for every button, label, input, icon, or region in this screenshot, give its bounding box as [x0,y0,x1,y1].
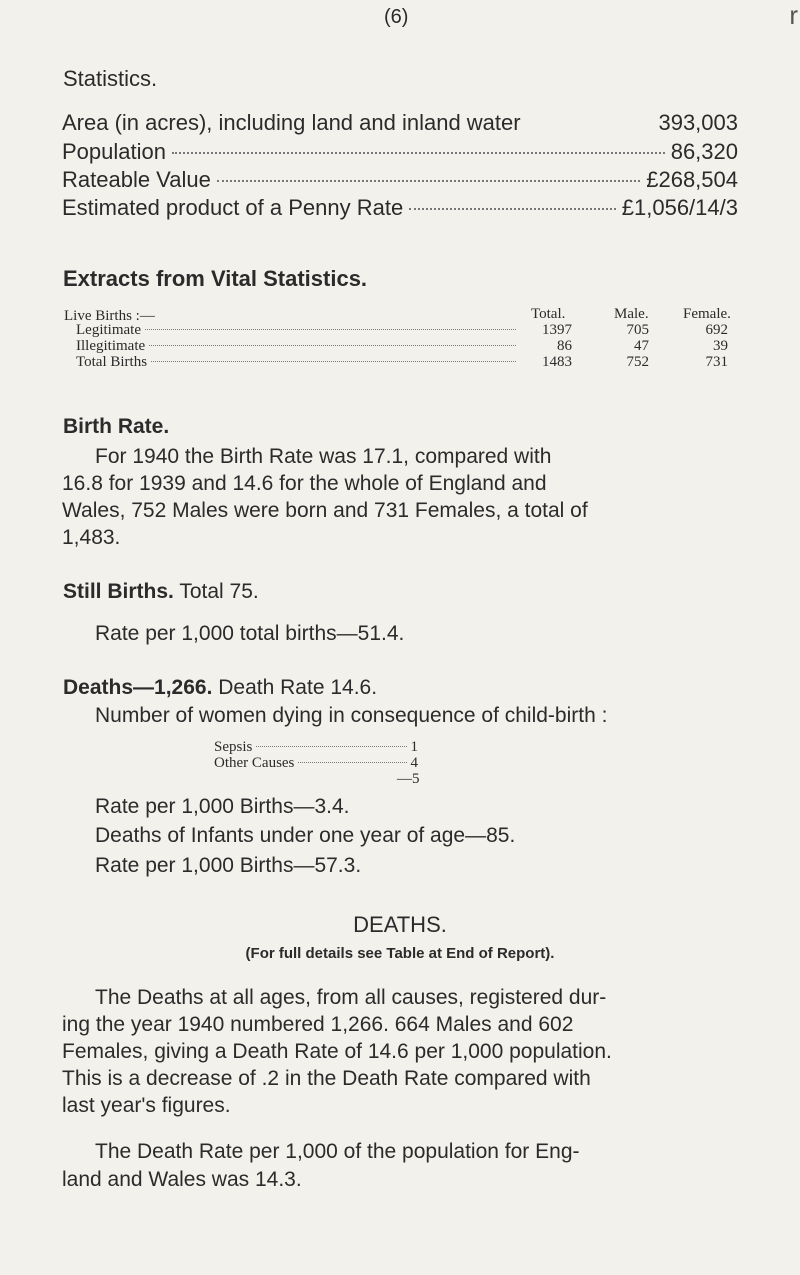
vital-cell-total: 86 [557,338,572,354]
dot-leader [298,762,406,763]
stat-row-rateable-value [62,167,738,193]
deaths-summary-heading: Deaths—1,266. [63,676,213,699]
deaths-paragraph-line: ing the year 1940 numbered 1,266. 664 Males and 602 [62,1013,574,1036]
birth-rate-line: 1,483. [62,526,121,549]
vital-cell-total: 1483 [542,354,572,370]
vital-row-total-births [76,354,520,371]
childbirth-deaths-line: Number of women dying in consequence of child-birth : [95,704,608,727]
vital-cell-female: 692 [705,322,728,338]
deaths-paragraph-line: last year's figures. [62,1094,231,1117]
deaths-heading: DEATHS. [353,912,447,937]
vital-row-label: Total Births [76,354,148,370]
vital-row-label: Legitimate [76,322,141,338]
statistics-title: Statistics. [63,66,158,91]
cause-label: Other Causes [214,755,295,771]
deaths-paragraph-line: Females, giving a Death Rate of 14.6 per 1,000 population. [62,1040,612,1063]
cause-row-other [214,755,418,772]
dot-leader [256,746,406,747]
vital-cell-male: 752 [626,354,649,370]
deaths-paragraph-line: This is a decrease of .2 in the Death Rate compared with [62,1067,591,1090]
vital-row-illegitimate [76,338,520,355]
cause-value: 1 [410,739,418,755]
stat-label: Estimated product of a Penny Rate [62,195,404,220]
stat-row-penny-rate [62,195,738,221]
dot-leader [409,208,616,210]
vital-cell-male: 47 [634,338,649,354]
column-header-female: Female. [683,306,731,322]
dot-leader [149,345,516,346]
stat-value: £1,056/14/3 [621,195,738,220]
birth-rate-line: For 1940 the Birth Rate was 17.1, compared with [95,445,552,468]
vital-cell-female: 39 [713,338,728,354]
still-births-heading: Still Births. [63,580,174,603]
stat-label: Rateable Value [62,167,211,192]
column-header-total: Total. [531,306,566,322]
deaths-paragraph2-line: The Death Rate per 1,000 of the population for Eng- [95,1140,580,1163]
dot-leader [172,152,665,154]
stat-label: Population [62,139,166,164]
dot-leader [145,329,516,330]
still-births-line [63,580,259,603]
still-births-total: Total 75. [179,580,259,603]
vital-statistics-title: Extracts from Vital Statistics. [63,266,368,291]
deaths-paragraph2-line: land and Wales was 14.3. [62,1168,302,1191]
vital-cell-total: 1397 [542,322,572,338]
infant-deaths-line: Deaths of Infants under one year of age—85. [95,824,516,847]
vital-row-label: Illegitimate [76,338,146,354]
cause-label: Sepsis [214,739,253,755]
deaths-summary-rate: Death Rate 14.6. [218,676,378,699]
stat-label: Area (in acres), including land and inland water [62,110,521,135]
vital-cell-female: 731 [705,354,728,370]
stat-row-population [62,139,738,165]
birth-rate-line: 16.8 for 1939 and 14.6 for the whole of England and [62,472,547,495]
infant-rate-line: Rate per 1,000 Births—57.3. [95,854,362,877]
stat-value: 86,320 [670,139,738,164]
birth-rate-line: Wales, 752 Males were born and 731 Females, a total of [62,499,588,522]
dot-leader [151,361,516,362]
page-number: (6) [384,6,409,28]
live-births-label: Live Births :— [64,308,155,324]
stat-value: 393,003 [658,110,738,135]
causes-total: —5 [397,771,420,787]
vital-row-legitimate [76,322,520,339]
cause-row-sepsis [214,739,418,756]
deaths-paragraph-line: The Deaths at all ages, from all causes, registered dur- [95,986,607,1009]
stat-row-area [62,110,738,136]
birth-rate-heading: Birth Rate. [63,415,170,438]
stat-value: £268,504 [646,167,738,192]
vital-cell-male: 705 [626,322,649,338]
deaths-subheading: (For full details see Table at End of Report). [245,945,555,962]
cause-value: 4 [410,755,418,771]
column-header-male: Male. [614,306,649,322]
deaths-summary-line [63,676,377,699]
dot-leader [217,180,640,182]
corner-mark: r [789,0,798,30]
still-births-rate: Rate per 1,000 total births—51.4. [95,622,405,645]
rate-per-births-line: Rate per 1,000 Births—3.4. [95,795,350,818]
